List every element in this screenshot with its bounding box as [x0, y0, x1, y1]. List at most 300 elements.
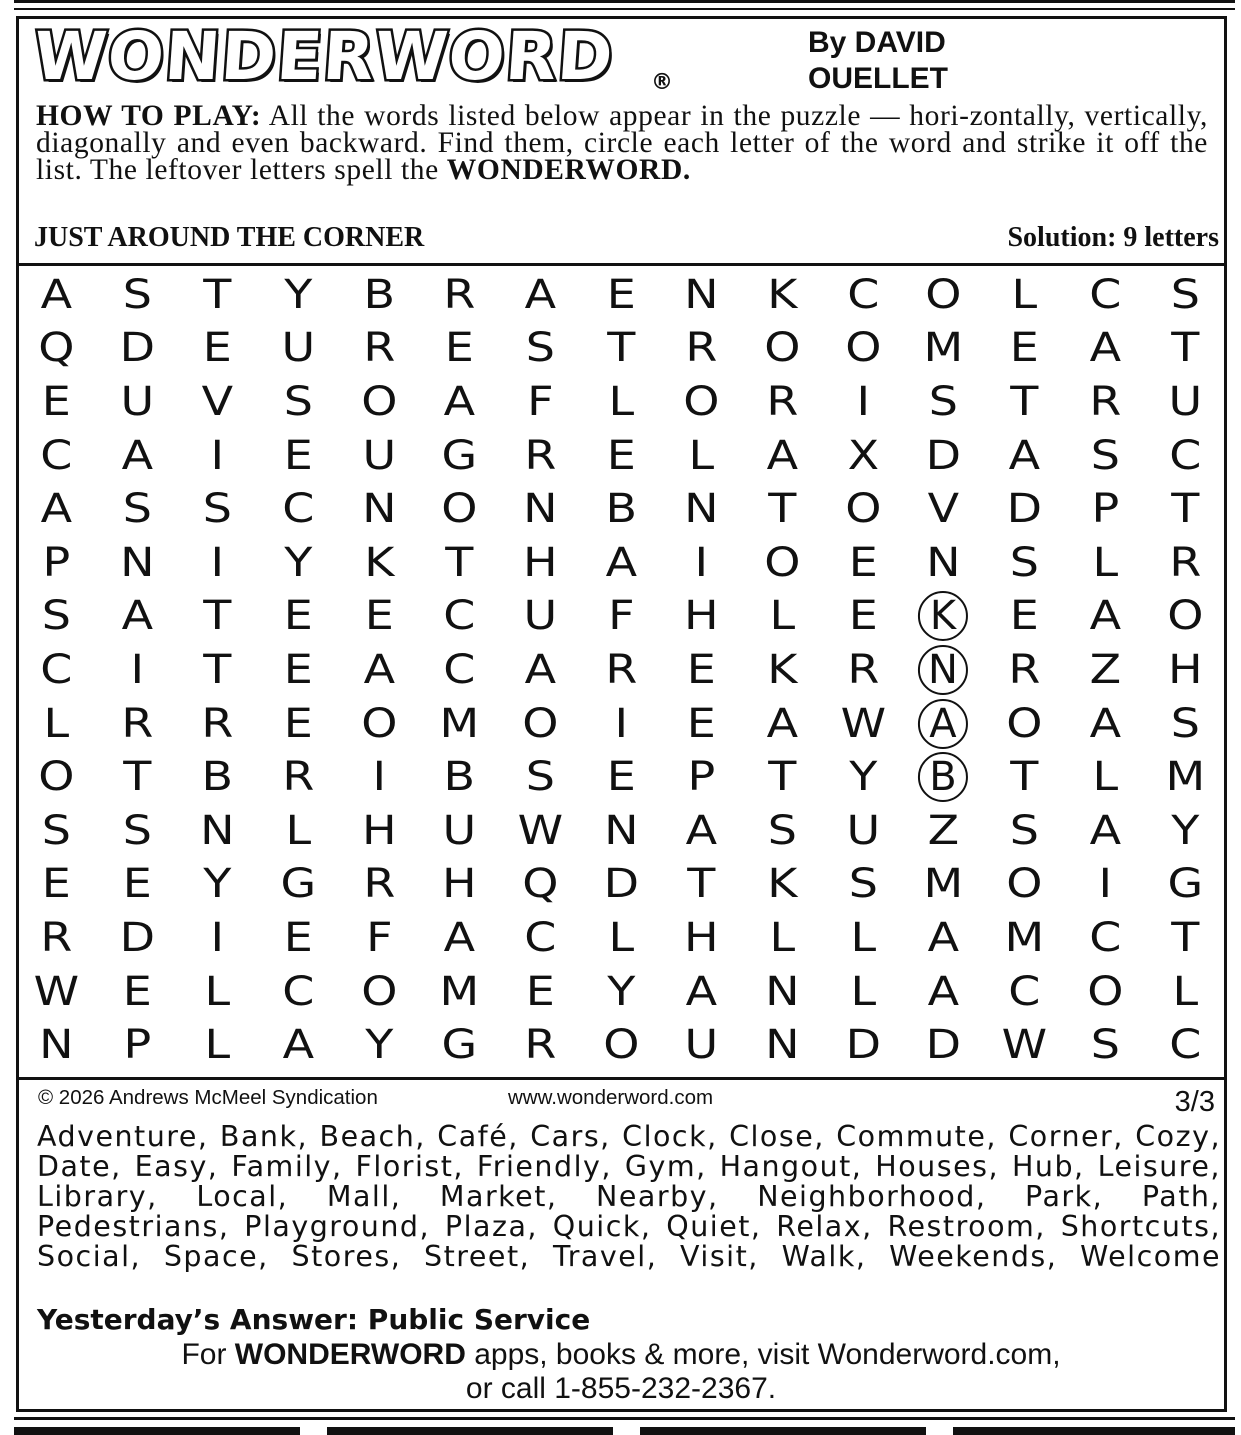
grid-letter-text: C — [443, 646, 476, 693]
grid-letter[interactable] — [252, 750, 345, 804]
grid-letter[interactable] — [897, 965, 990, 1019]
grid-letter[interactable] — [171, 697, 264, 751]
grid-letter-text: E — [1009, 593, 1039, 640]
grid-letter-text: A — [524, 646, 557, 693]
grid-letter-text: Y — [606, 968, 636, 1015]
grid-letter[interactable] — [333, 429, 426, 483]
grid-letter-text: L — [204, 968, 231, 1015]
grid-letter[interactable] — [1139, 322, 1232, 376]
grid-letter[interactable] — [817, 1018, 910, 1072]
grid-letter-text: S — [122, 807, 152, 854]
grid-letter-text: M — [439, 700, 480, 747]
grid-letter[interactable] — [91, 268, 184, 322]
grid-letter[interactable] — [494, 750, 587, 804]
grid-letter[interactable] — [413, 858, 506, 912]
grid-letter[interactable] — [736, 590, 829, 644]
grid-letter[interactable] — [413, 375, 506, 429]
grid-letter-text: U — [362, 432, 396, 479]
grid-letter[interactable] — [333, 911, 426, 965]
grid-letter[interactable] — [10, 429, 103, 483]
grid-letter[interactable] — [817, 965, 910, 1019]
grid-letter[interactable] — [91, 322, 184, 376]
grid-letter-text: D — [925, 1022, 962, 1069]
grid-letter[interactable] — [252, 429, 345, 483]
grid-letter[interactable] — [494, 697, 587, 751]
grid-letter-text: S — [41, 593, 71, 640]
grid-letter[interactable] — [333, 643, 426, 697]
grid-letter[interactable] — [897, 1018, 990, 1072]
grid-letter[interactable] — [413, 268, 506, 322]
grid-letter[interactable] — [1059, 858, 1152, 912]
grid-letter[interactable] — [333, 965, 426, 1019]
grid-letter[interactable] — [91, 858, 184, 912]
grid-letter-text: C — [1008, 968, 1041, 1015]
grid-letter[interactable] — [494, 536, 587, 590]
grid-letter-text: S — [41, 807, 71, 854]
grid-letter[interactable] — [736, 697, 829, 751]
grid-letter[interactable] — [413, 643, 506, 697]
puzzle-date: 3/3 — [1174, 1086, 1215, 1118]
grid-letter[interactable] — [1059, 750, 1152, 804]
bottom-bar-4 — [953, 1427, 1235, 1435]
grid-letter[interactable] — [252, 643, 345, 697]
grid-letter[interactable] — [171, 804, 264, 858]
grid-letter[interactable] — [1139, 750, 1232, 804]
grid-letter[interactable] — [252, 590, 345, 644]
grid-letter[interactable] — [252, 1018, 345, 1072]
grid-letter-text: T — [1171, 325, 1200, 372]
grid-letter[interactable] — [897, 482, 990, 536]
grid-letter[interactable] — [817, 643, 910, 697]
grid-letter[interactable] — [575, 750, 668, 804]
grid-letter[interactable] — [655, 697, 748, 751]
top-rule-thick — [14, 0, 1235, 3]
grid-letter[interactable] — [736, 375, 829, 429]
grid-letter[interactable] — [10, 858, 103, 912]
grid-letter[interactable] — [1139, 911, 1232, 965]
grid-letter[interactable] — [575, 482, 668, 536]
grid-letter[interactable] — [494, 429, 587, 483]
grid-letter[interactable] — [575, 1018, 668, 1072]
grid-letter[interactable] — [1139, 804, 1232, 858]
grid-letter[interactable] — [333, 697, 426, 751]
grid-letter[interactable] — [494, 643, 587, 697]
grid-letter[interactable] — [736, 643, 829, 697]
grid-letter[interactable] — [252, 697, 345, 751]
grid-letter[interactable] — [1139, 482, 1232, 536]
grid-letter[interactable] — [10, 804, 103, 858]
grid-letter-text: T — [1171, 914, 1200, 961]
grid-letter[interactable] — [575, 804, 668, 858]
grid-letter[interactable] — [897, 322, 990, 376]
grid-letter[interactable] — [91, 750, 184, 804]
grid-letter[interactable] — [252, 804, 345, 858]
grid-letter[interactable] — [978, 1018, 1071, 1072]
grid-letter-text: L — [608, 378, 634, 425]
grid-letter[interactable] — [817, 429, 910, 483]
how-to-play-text: All the words listed below appear in the puzzle — hori-zontally, vertically, diagonally and even backward. Find them, circle each letter of the word and strike it off the list. The leftover letters spell the — [36, 100, 1208, 186]
grid-letter-text: A — [685, 807, 718, 854]
grid-letter[interactable] — [91, 590, 184, 644]
grid-letter[interactable] — [655, 429, 748, 483]
grid-letter[interactable] — [1059, 268, 1152, 322]
grid-letter[interactable] — [978, 590, 1071, 644]
grid-letter[interactable] — [817, 482, 910, 536]
grid-letter[interactable] — [91, 804, 184, 858]
grid-letter[interactable] — [1059, 590, 1152, 644]
grid-letter[interactable] — [978, 643, 1071, 697]
grid-letter[interactable] — [817, 268, 910, 322]
grid-letter[interactable] — [252, 858, 345, 912]
grid-letter[interactable] — [575, 643, 668, 697]
grid-letter[interactable] — [252, 268, 345, 322]
grid-letter[interactable] — [494, 858, 587, 912]
grid-letter[interactable] — [252, 911, 345, 965]
grid-letter[interactable] — [655, 590, 748, 644]
grid-letter[interactable] — [171, 482, 264, 536]
grid-letter-text: Y — [1171, 807, 1200, 854]
grid-letter[interactable] — [91, 911, 184, 965]
puzzle-theme: JUST AROUND THE CORNER — [34, 222, 425, 253]
grid-letter[interactable] — [817, 750, 910, 804]
grid-letter-text: N — [200, 807, 235, 854]
grid-letter[interactable] — [736, 911, 829, 965]
grid-letter[interactable] — [978, 804, 1071, 858]
grid-letter[interactable] — [1139, 697, 1232, 751]
grid-letter[interactable] — [494, 482, 587, 536]
grid-letter[interactable] — [333, 804, 426, 858]
grid-letter[interactable] — [171, 643, 264, 697]
grid-letter[interactable] — [897, 429, 990, 483]
grid-letter[interactable] — [1059, 911, 1152, 965]
grid-letter[interactable] — [575, 965, 668, 1019]
grid-letter[interactable] — [171, 1018, 264, 1072]
grid-letter-text: R — [1169, 539, 1202, 586]
grid-letter-text: Z — [927, 807, 960, 854]
grid-letter[interactable] — [575, 590, 668, 644]
grid-letter[interactable] — [413, 322, 506, 376]
grid-letter-text: W — [1001, 1022, 1048, 1069]
grid-letter[interactable] — [10, 697, 103, 751]
grid-letter[interactable] — [978, 911, 1071, 965]
grid-letter[interactable] — [333, 536, 426, 590]
grid-letter-text: E — [848, 593, 878, 640]
grid-letter[interactable] — [655, 911, 748, 965]
grid-letter[interactable] — [1059, 804, 1152, 858]
grid-letter[interactable] — [978, 429, 1071, 483]
grid-letter-text: L — [1092, 754, 1118, 801]
grid-letter[interactable] — [575, 911, 668, 965]
grid-letter[interactable] — [91, 643, 184, 697]
grid-letter[interactable] — [978, 750, 1071, 804]
grid-letter[interactable] — [575, 536, 668, 590]
grid-letter[interactable] — [10, 536, 103, 590]
grid-letter-text: S — [122, 486, 152, 533]
grid-letter[interactable] — [252, 375, 345, 429]
grid-letter[interactable] — [494, 965, 587, 1019]
copyright: © 2026 Andrews McMeel Syndication — [38, 1086, 378, 1109]
grid-letter[interactable] — [494, 911, 587, 965]
grid-letter[interactable] — [1059, 536, 1152, 590]
grid-letter-text: R — [40, 914, 73, 961]
grid-letter[interactable] — [333, 322, 426, 376]
grid-letter[interactable] — [91, 697, 184, 751]
grid-letter[interactable] — [171, 590, 264, 644]
registered-mark: ® — [651, 70, 673, 95]
grid-letter[interactable] — [91, 429, 184, 483]
grid-letter-text: L — [43, 700, 70, 747]
grid-letter-text: R — [605, 646, 637, 693]
grid-letter-text: S — [1090, 432, 1120, 479]
grid-letter[interactable] — [10, 1018, 103, 1072]
grid-letter[interactable] — [10, 375, 103, 429]
grid-letter[interactable] — [655, 643, 748, 697]
grid-letter[interactable] — [171, 750, 264, 804]
grid-letter[interactable] — [978, 482, 1071, 536]
grid-letter-circled[interactable] — [897, 750, 990, 804]
grid-letter[interactable] — [736, 482, 829, 536]
grid-letter[interactable] — [655, 482, 748, 536]
grid-letter[interactable] — [817, 536, 910, 590]
grid-letter[interactable] — [413, 697, 506, 751]
grid-letter[interactable] — [91, 1018, 184, 1072]
grid-letter-text: Y — [284, 271, 313, 318]
grid-letter-text: I — [130, 646, 144, 693]
grid-letter-text: H — [361, 807, 397, 854]
grid-letter[interactable] — [10, 750, 103, 804]
grid-letter[interactable] — [494, 322, 587, 376]
grid-letter-text: A — [1008, 432, 1041, 479]
promo-line-1 — [16, 1338, 1226, 1372]
grid-letter[interactable] — [1059, 375, 1152, 429]
grid-letter[interactable] — [252, 482, 345, 536]
grid-letter[interactable] — [1139, 375, 1232, 429]
grid-letter[interactable] — [252, 536, 345, 590]
grid-letter-text: T — [768, 486, 797, 533]
grid-letter[interactable] — [413, 590, 506, 644]
grid-letter[interactable] — [171, 429, 264, 483]
grid-letter[interactable] — [897, 268, 990, 322]
grid-letter[interactable] — [171, 536, 264, 590]
grid-letter[interactable] — [736, 965, 829, 1019]
grid-letter[interactable] — [333, 1018, 426, 1072]
grid-letter[interactable] — [1139, 536, 1232, 590]
grid-letter-text: E — [606, 271, 636, 318]
grid-letter-text: H — [684, 593, 719, 640]
grid-letter[interactable] — [413, 429, 506, 483]
grid-letter[interactable] — [10, 965, 103, 1019]
grid-letter[interactable] — [736, 858, 829, 912]
grid-letter[interactable] — [91, 965, 184, 1019]
grid-letter[interactable] — [655, 965, 748, 1019]
grid-letter[interactable] — [333, 482, 426, 536]
grid-letter-text: K — [767, 271, 798, 318]
grid-letter[interactable] — [10, 643, 103, 697]
grid-letter[interactable] — [575, 429, 668, 483]
grid-letter[interactable] — [736, 804, 829, 858]
grid-letter[interactable] — [333, 268, 426, 322]
grid-letter[interactable] — [171, 911, 264, 965]
grid-letter-circled[interactable] — [897, 643, 990, 697]
grid-letter[interactable] — [655, 750, 748, 804]
grid-letter-text: V — [201, 378, 234, 425]
grid-letter-text: C — [282, 486, 315, 533]
grid-letter[interactable] — [494, 804, 587, 858]
grid-letter[interactable] — [10, 590, 103, 644]
grid-letter[interactable] — [978, 536, 1071, 590]
grid-letter[interactable] — [494, 375, 587, 429]
grid-letter[interactable] — [1059, 643, 1152, 697]
grid-letter-text: N — [926, 539, 961, 586]
grid-letter[interactable] — [1139, 858, 1232, 912]
grid-letter[interactable] — [817, 590, 910, 644]
grid-letter[interactable] — [655, 804, 748, 858]
grid-letter[interactable] — [897, 858, 990, 912]
grid-letter[interactable] — [978, 322, 1071, 376]
grid-letter-circled[interactable] — [897, 590, 990, 644]
grid-letter-text: R — [847, 646, 879, 693]
grid-letter-circled[interactable] — [897, 697, 990, 751]
grid-letter[interactable] — [1139, 965, 1232, 1019]
grid-letter-text: R — [363, 325, 395, 372]
grid-letter[interactable] — [1139, 643, 1232, 697]
grid-letter[interactable] — [413, 804, 506, 858]
grid-letter[interactable] — [91, 482, 184, 536]
grid-letter[interactable] — [978, 697, 1071, 751]
grid-letter-text: A — [919, 699, 969, 749]
grid-letter-text: T — [203, 593, 232, 640]
grid-letter[interactable] — [171, 268, 264, 322]
grid-letter[interactable] — [736, 750, 829, 804]
grid-letter[interactable] — [736, 429, 829, 483]
grid-letter[interactable] — [494, 268, 587, 322]
grid-letter-text: C — [1088, 914, 1122, 961]
grid-letter-text: F — [527, 378, 554, 425]
grid-letter-text: M — [1004, 914, 1045, 961]
website-link[interactable]: www.wonderword.com — [508, 1086, 714, 1109]
grid-letter[interactable] — [413, 911, 506, 965]
grid-letter[interactable] — [171, 965, 264, 1019]
grid-letter[interactable] — [333, 858, 426, 912]
grid-letter-text: S — [929, 378, 959, 425]
grid-letter-text: G — [1167, 861, 1204, 908]
grid-letter[interactable] — [171, 375, 264, 429]
grid-letter[interactable] — [736, 536, 829, 590]
grid-letter[interactable] — [1139, 1018, 1232, 1072]
grid-letter-text: E — [283, 593, 313, 640]
grid-letter[interactable] — [817, 322, 910, 376]
grid-letter[interactable] — [736, 1018, 829, 1072]
grid-letter[interactable] — [171, 858, 264, 912]
grid-letter[interactable] — [897, 911, 990, 965]
grid-letter[interactable] — [655, 322, 748, 376]
grid-letter[interactable] — [817, 858, 910, 912]
grid-letter-text: R — [282, 754, 315, 801]
grid-letter[interactable] — [655, 858, 748, 912]
grid-letter[interactable] — [413, 482, 506, 536]
grid-letter[interactable] — [897, 536, 990, 590]
grid-letter[interactable] — [897, 375, 990, 429]
grid-letter[interactable] — [817, 911, 910, 965]
grid-letter-text: O — [844, 486, 882, 533]
grid-letter[interactable] — [10, 911, 103, 965]
grid-letter-text: C — [1088, 271, 1122, 318]
grid-letter[interactable] — [333, 750, 426, 804]
grid-letter[interactable] — [10, 322, 103, 376]
grid-letter[interactable] — [575, 858, 668, 912]
grid-letter-text: D — [119, 325, 155, 372]
grid-letter[interactable] — [978, 965, 1071, 1019]
grid-letter[interactable] — [817, 804, 910, 858]
grid-letter-text: R — [121, 700, 153, 747]
grid-letter[interactable] — [1139, 590, 1232, 644]
grid-letter[interactable] — [333, 375, 426, 429]
grid-letter[interactable] — [252, 322, 345, 376]
grid-letter[interactable] — [91, 536, 184, 590]
grid-letter-text: T — [1010, 378, 1039, 425]
grid-letter[interactable] — [10, 268, 103, 322]
promo-brand: WONDERWORD — [234, 1338, 466, 1371]
grid-letter[interactable] — [897, 804, 990, 858]
grid-letter[interactable] — [10, 482, 103, 536]
grid-letter-text: P — [123, 1022, 151, 1069]
grid-letter[interactable] — [655, 536, 748, 590]
grid-letter-text: R — [685, 325, 718, 372]
grid-letter[interactable] — [575, 268, 668, 322]
promo-suffix: apps, books & more, visit Wonderword.com, — [465, 1338, 1061, 1371]
grid-letter[interactable] — [413, 536, 506, 590]
grid-letter[interactable] — [91, 375, 184, 429]
grid-letter[interactable] — [413, 1018, 506, 1072]
grid-letter[interactable] — [575, 375, 668, 429]
grid-letter[interactable] — [1059, 322, 1152, 376]
grid-letter[interactable] — [978, 268, 1071, 322]
grid-letter[interactable] — [1059, 697, 1152, 751]
grid-letter[interactable] — [494, 590, 587, 644]
grid-letter[interactable] — [1059, 965, 1152, 1019]
grid-letter[interactable] — [413, 965, 506, 1019]
grid-letter[interactable] — [978, 858, 1071, 912]
grid-letter[interactable] — [817, 697, 910, 751]
grid-letter[interactable] — [1059, 482, 1152, 536]
grid-letter[interactable] — [413, 750, 506, 804]
grid-letter[interactable] — [736, 322, 829, 376]
grid-letter[interactable] — [1139, 268, 1232, 322]
grid-letter-text: T — [203, 271, 232, 318]
grid-letter[interactable] — [817, 375, 910, 429]
grid-letter[interactable] — [252, 965, 345, 1019]
grid-letter[interactable] — [655, 1018, 748, 1072]
grid-letter[interactable] — [1059, 1018, 1152, 1072]
grid-letter[interactable] — [494, 1018, 587, 1072]
byline — [808, 25, 1028, 97]
grid-letter-text: F — [607, 593, 635, 640]
grid-letter-text: R — [201, 700, 234, 747]
grid-letter[interactable] — [1059, 429, 1152, 483]
grid-letter-text: U — [120, 378, 154, 425]
grid-letter-text: K — [919, 591, 969, 641]
grid-letter[interactable] — [655, 268, 748, 322]
grid-letter[interactable] — [655, 375, 748, 429]
grid-letter[interactable] — [171, 322, 264, 376]
grid-letter[interactable] — [736, 268, 829, 322]
grid-letter[interactable] — [575, 697, 668, 751]
grid-letter[interactable] — [575, 322, 668, 376]
grid-letter[interactable] — [333, 590, 426, 644]
grid-letter[interactable] — [978, 375, 1071, 429]
letter-grid — [16, 268, 1226, 1072]
grid-letter[interactable] — [1139, 429, 1232, 483]
